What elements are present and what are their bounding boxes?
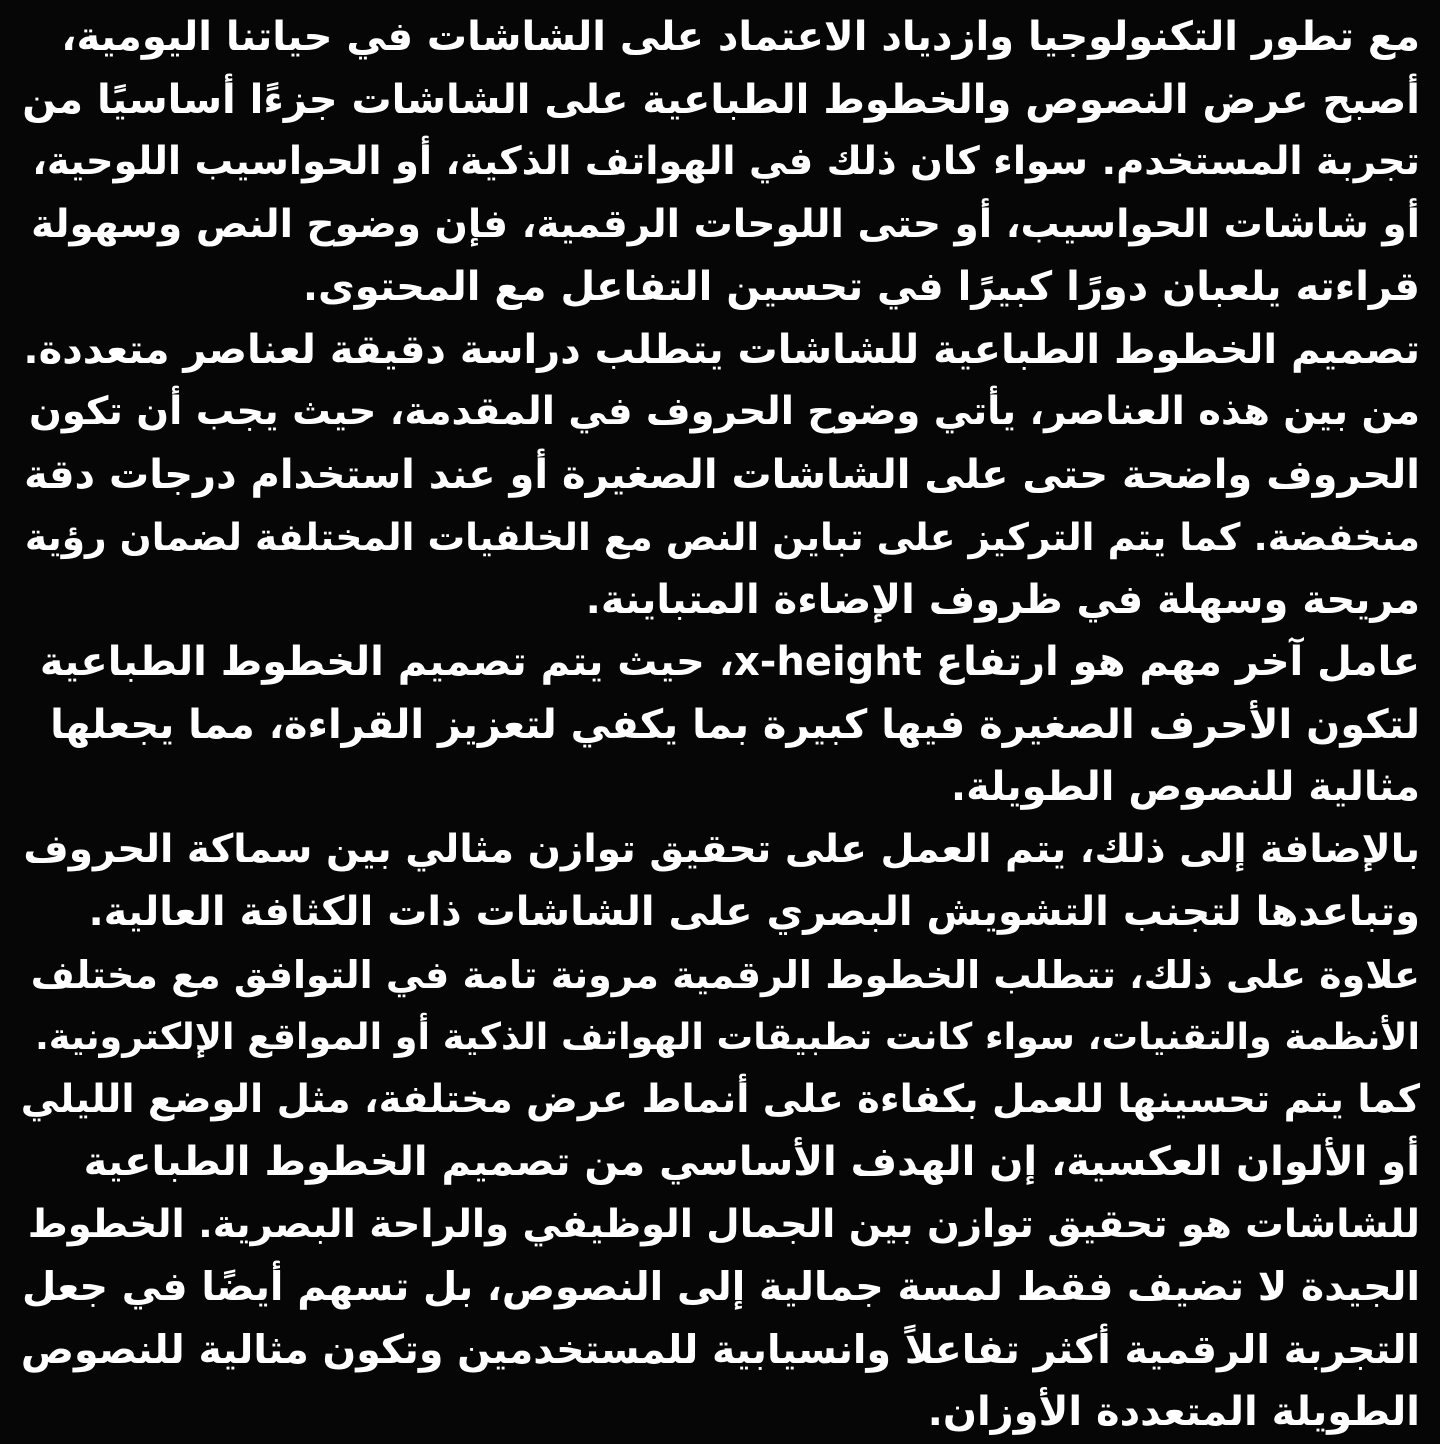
text-line-19: أو الألوان العكسية، إن الهدف الأساسي من تصميم الخطوط الطباعية <box>83 1139 1420 1185</box>
text-line-8: الحروف واضحة حتى على الشاشات الصغيرة أو عند استخدام درجات دقة <box>24 451 1420 498</box>
text-line-13: مثالية للنصوص الطويلة. <box>950 764 1420 810</box>
text-line-11: عامل آخر مهم هو ارتفاع x-height، حيث يتم تصميم الخطوط الطباعية <box>39 639 1420 685</box>
text-line-22: التجربة الرقمية أكثر تفاعلاً وانسيابية للمستخدمين وتكون مثالية للنصوص <box>20 1326 1420 1373</box>
text-line-10: مريحة وسهلة في ظروف الإضاءة المتباينة. <box>585 576 1420 623</box>
text-line-15: وتباعدها لتجنب التشويش البصري على الشاشات ذات الكثافة العالية. <box>88 889 1420 935</box>
text-line-21: الجيدة لا تضيف فقط لمسة جمالية إلى النصوص، بل تسهم أيضًا في جعل <box>22 1264 1420 1310</box>
text-line-20: للشاشات هو تحقيق توازن بين الجمال الوظيفي والراحة البصرية. الخطوط <box>27 1201 1420 1247</box>
text-line-12: لتكون الأحرف الصغيرة فيها كبيرة بما يكفي لتعزيز القراءة، مما يجعلها <box>50 701 1420 748</box>
text-line-14: بالإضافة إلى ذلك، يتم العمل على تحقيق توازن مثالي بين سماكة الحروف <box>23 826 1420 872</box>
text-line-6: تصميم الخطوط الطباعية للشاشات يتطلب دراسة دقيقة لعناصر متعددة. <box>23 326 1420 373</box>
text-line-18: كما يتم تحسينها للعمل بكفاءة على أنماط عرض مختلفة، مثل الوضع الليلي <box>20 1076 1420 1122</box>
text-line-4: أو شاشات الحواسيب، أو حتى اللوحات الرقمية، فإن وضوح النص وسهولة <box>31 201 1420 247</box>
text-line-5: قراءته يلعبان دورًا كبيرًا في تحسين التفاعل مع المحتوى. <box>302 264 1420 310</box>
text-line-2: أصبح عرض النصوص والخطوط الطباعية على الشاشات جزءًا أساسيًا من <box>22 76 1420 123</box>
text-line-1: مع تطور التكنولوجيا وازدياد الاعتماد على الشاشات في حياتنا اليومية، <box>61 14 1420 60</box>
text-line-3: تجربة المستخدم. سواء كان ذلك في الهواتف الذكية، أو الحواسيب اللوحية، <box>32 139 1420 184</box>
text-line-17: الأنظمة والتقنيات، سواء كانت تطبيقات الهواتف الذكية أو المواقع الإلكترونية. <box>34 1015 1420 1058</box>
text-line-23: الطويلة المتعددة الأوزان. <box>927 1389 1420 1435</box>
text-line-7: من بين هذه العناصر، يأتي وضوح الحروف في المقدمة، حيث يجب أن تكون <box>29 389 1420 434</box>
text-line-9: منخفضة. كما يتم التركيز على تباين النص مع الخلفيات المختلفة لضمان رؤية <box>24 515 1420 559</box>
text-line-16: علاوة على ذلك، تتطلب الخطوط الرقمية مرونة تامة في التوافق مع مختلف <box>30 952 1420 997</box>
article-text <box>20 6 1420 1434</box>
